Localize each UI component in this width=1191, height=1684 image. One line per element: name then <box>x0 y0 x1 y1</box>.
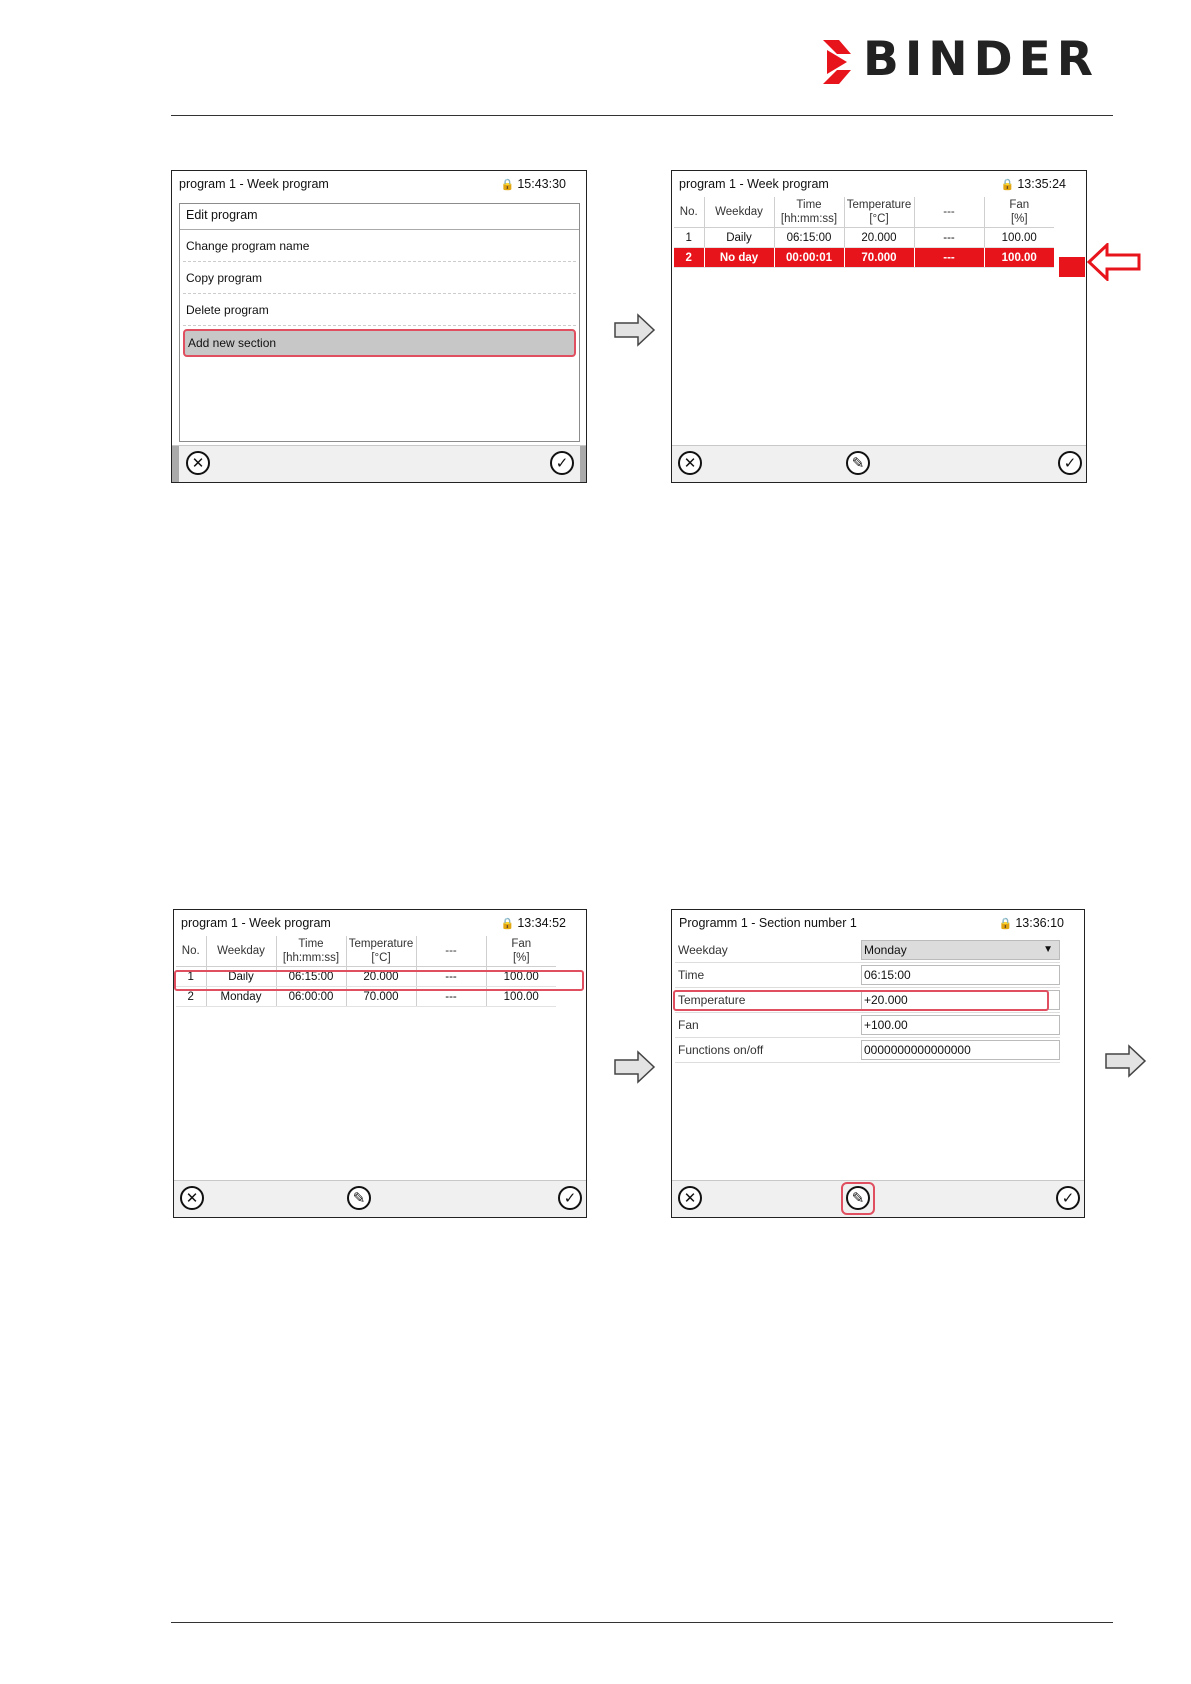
table-row-selected[interactable] <box>674 248 1054 268</box>
close-circle-icon: ✕ <box>683 454 697 472</box>
cell-time: 06:00:00 <box>276 987 346 1007</box>
temperature-highlight-frame <box>673 990 1049 1011</box>
selected-row-tail <box>1059 257 1085 277</box>
cell-empty: --- <box>416 967 486 987</box>
temperature-input[interactable]: +20.000 <box>861 990 1060 1010</box>
titlebar <box>672 171 1086 197</box>
lock-icon: 🔒 <box>1000 179 1015 191</box>
binder-logo <box>823 32 1113 87</box>
screen-new-section-added <box>671 170 1087 483</box>
confirm-button[interactable] <box>550 451 574 475</box>
cell-fan: 100.00 <box>984 228 1054 248</box>
red-pointer-arrow-icon <box>1087 243 1141 281</box>
pencil-circle-icon: ✎ <box>851 1189 865 1207</box>
screen-section-edit <box>671 909 1085 1218</box>
edit-program-menu <box>179 203 580 442</box>
check-circle-icon: ✓ <box>555 454 569 472</box>
check-circle-icon: ✓ <box>1061 1189 1075 1207</box>
edit-button-highlight-frame <box>841 1182 875 1215</box>
col-fan: Fan [%] <box>486 936 556 967</box>
header-rule <box>171 115 1113 116</box>
field-label: Fan <box>678 1018 699 1032</box>
confirm-button[interactable] <box>558 1186 582 1210</box>
confirm-button[interactable] <box>1058 451 1082 475</box>
titlebar <box>672 910 1084 936</box>
cell-fan: 100.00 <box>486 987 556 1007</box>
cell-temperature: 20.000 <box>346 967 416 987</box>
footer-rule <box>171 1622 1113 1623</box>
titlebar <box>172 171 586 197</box>
col-temperature: Temperature [°C] <box>346 936 416 967</box>
check-circle-icon: ✓ <box>563 1189 577 1207</box>
col-time: Time [hh:mm:ss] <box>774 197 844 228</box>
col-no: No. <box>176 936 206 967</box>
cell-no: 1 <box>674 228 704 248</box>
screen-select-section <box>173 909 587 1218</box>
menu-item-delete-program[interactable]: Delete program <box>183 296 576 326</box>
screen-title: Programm 1 - Section number 1 <box>679 916 857 930</box>
field-time <box>675 963 1060 988</box>
cancel-button[interactable] <box>186 451 210 475</box>
close-circle-icon: ✕ <box>683 1189 697 1207</box>
field-weekday <box>675 938 1060 963</box>
functions-input[interactable]: 0000000000000000 <box>861 1040 1060 1060</box>
flow-arrow-right-icon <box>1105 1044 1147 1078</box>
caret-down-icon: ▼ <box>1043 944 1053 955</box>
cell-weekday: Daily <box>206 967 276 987</box>
titlebar <box>174 910 586 936</box>
edit-button[interactable] <box>347 1186 371 1210</box>
field-label: Temperature <box>678 993 746 1007</box>
cell-weekday: Monday <box>206 987 276 1007</box>
bottom-bar <box>672 1180 1084 1217</box>
cell-empty: --- <box>914 228 984 248</box>
bottom-bar <box>172 445 586 482</box>
cancel-button[interactable] <box>180 1186 204 1210</box>
confirm-button[interactable] <box>1056 1186 1080 1210</box>
clock: 🔒 13:34:52 <box>500 916 566 930</box>
section-table <box>674 197 1054 268</box>
cell-time: 06:15:00 <box>774 228 844 248</box>
pencil-circle-icon: ✎ <box>352 1189 366 1207</box>
col-fan: Fan [%] <box>984 197 1054 228</box>
table-row[interactable] <box>674 228 1054 248</box>
cancel-button[interactable] <box>678 1186 702 1210</box>
menu-item-add-new-section[interactable]: Add new section <box>183 329 576 357</box>
field-functions <box>675 1038 1060 1063</box>
pencil-circle-icon: ✎ <box>851 454 865 472</box>
cell-fan: 100.00 <box>486 967 556 987</box>
row-1-highlight-frame <box>174 970 584 991</box>
menu-item-change-program-name[interactable]: Change program name <box>183 232 576 262</box>
screen-title: program 1 - Week program <box>679 177 829 191</box>
table-header <box>674 197 1054 228</box>
col-weekday: Weekday <box>704 197 774 228</box>
clock: 🔒 13:36:10 <box>998 916 1064 930</box>
bottom-bar <box>174 1180 586 1217</box>
flow-arrow-right-icon <box>614 1050 656 1084</box>
fan-input[interactable]: +100.00 <box>861 1015 1060 1035</box>
cancel-button[interactable] <box>678 451 702 475</box>
cell-temperature: 70.000 <box>844 248 914 268</box>
cell-no: 2 <box>176 987 206 1007</box>
field-label: Functions on/off <box>678 1043 764 1057</box>
lock-icon: 🔒 <box>998 918 1013 930</box>
clock: 🔒 13:35:24 <box>1000 177 1066 191</box>
cell-no: 2 <box>674 248 704 268</box>
table-header <box>176 936 556 967</box>
cell-temperature: 20.000 <box>844 228 914 248</box>
cell-time: 00:00:01 <box>774 248 844 268</box>
logo-text: BINDER <box>863 32 1099 87</box>
cell-empty: --- <box>914 248 984 268</box>
cell-weekday: Daily <box>704 228 774 248</box>
field-fan <box>675 1013 1060 1038</box>
menu-item-copy-program[interactable]: Copy program <box>183 264 576 294</box>
check-circle-icon: ✓ <box>1063 454 1077 472</box>
weekday-select[interactable]: Monday ▼ <box>861 940 1060 960</box>
close-circle-icon: ✕ <box>185 1189 199 1207</box>
field-label: Weekday <box>678 943 728 957</box>
cell-fan: 100.00 <box>984 248 1054 268</box>
col-empty: --- <box>914 197 984 228</box>
bottom-bar <box>672 445 1086 482</box>
col-no: No. <box>674 197 704 228</box>
lock-icon: 🔒 <box>500 918 515 930</box>
screen-title: program 1 - Week program <box>179 177 329 191</box>
cell-weekday: No day <box>704 248 774 268</box>
menu-title: Edit program <box>186 208 258 222</box>
clock: 🔒 15:43:30 <box>500 177 566 191</box>
close-circle-icon: ✕ <box>191 454 205 472</box>
cell-temperature: 70.000 <box>346 987 416 1007</box>
col-weekday: Weekday <box>206 936 276 967</box>
edit-button[interactable] <box>846 451 870 475</box>
col-empty: --- <box>416 936 486 967</box>
screen-title: program 1 - Week program <box>181 916 331 930</box>
cell-time: 06:15:00 <box>276 967 346 987</box>
cell-no: 1 <box>176 967 206 987</box>
time-input[interactable]: 06:15:00 <box>861 965 1060 985</box>
field-label: Time <box>678 968 705 982</box>
menu-divider <box>180 229 579 230</box>
screen-edit-program-menu <box>171 170 587 483</box>
cell-empty: --- <box>416 987 486 1007</box>
col-time: Time [hh:mm:ss] <box>276 936 346 967</box>
binder-logo-mark-icon <box>823 40 853 84</box>
flow-arrow-right-icon <box>614 313 656 347</box>
col-temperature: Temperature [°C] <box>844 197 914 228</box>
lock-icon: 🔒 <box>500 179 515 191</box>
